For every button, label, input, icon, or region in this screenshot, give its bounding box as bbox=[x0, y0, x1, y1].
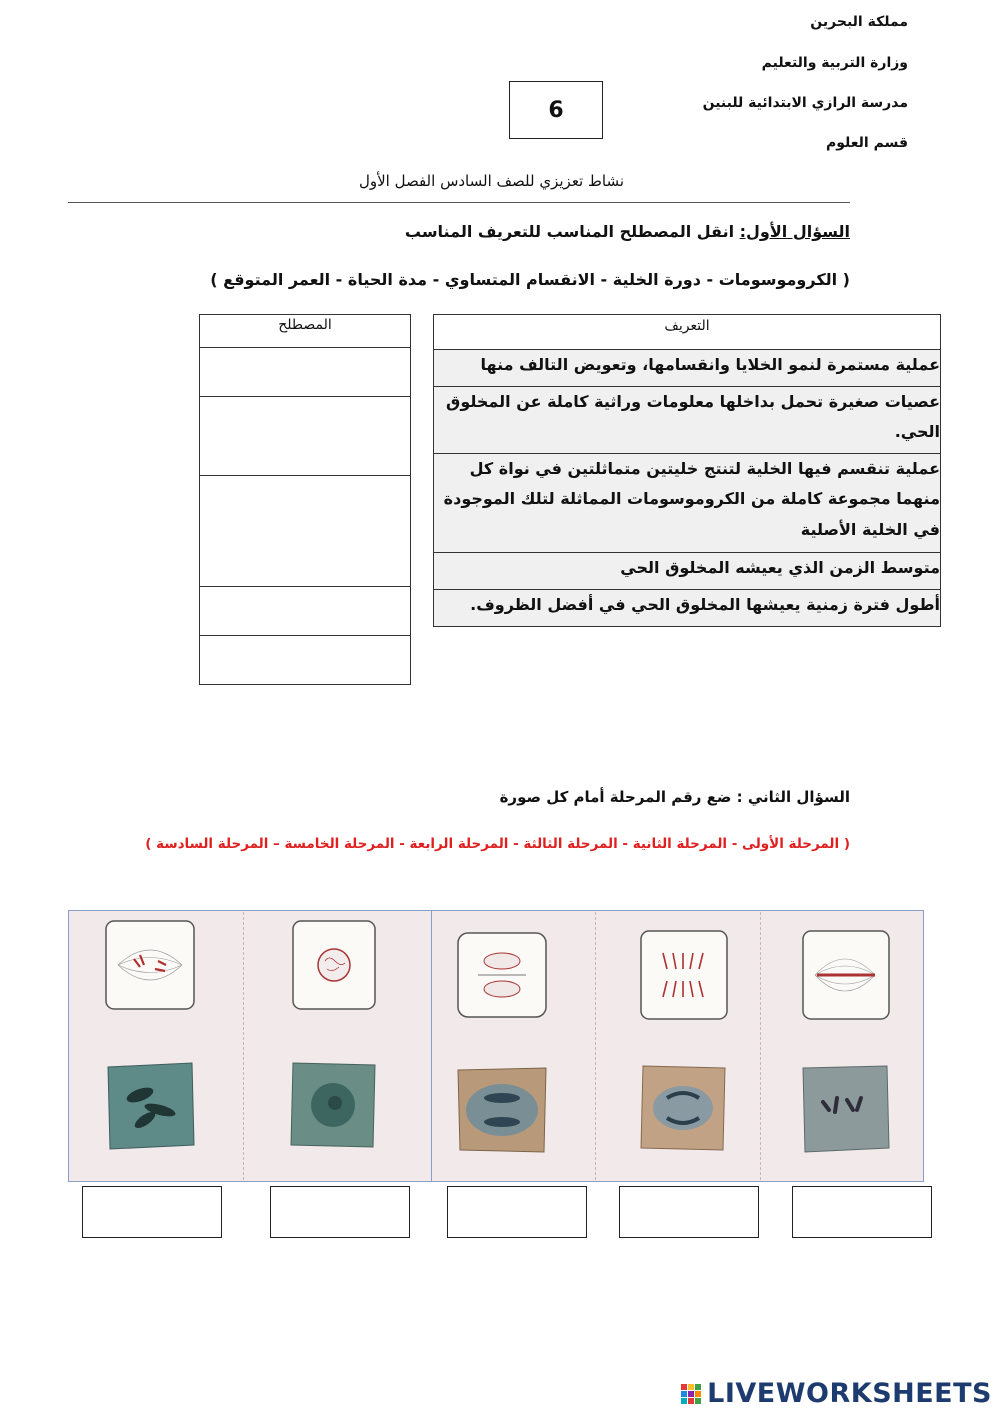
mitosis-micrograph-image bbox=[452, 1060, 552, 1160]
definition-header: التعريف bbox=[434, 315, 941, 350]
mitosis-drawing-image bbox=[795, 925, 895, 1025]
definition-cell: عملية تنقسم فيها الخلية لتنتج خليتين متماثلتين في نواة كل منهما مجموعة كاملة من الكروموسومات المماثلة لتلك الموجودة في الخلية الأصلية bbox=[434, 454, 941, 553]
header-kingdom: مملكة البحرين bbox=[810, 14, 908, 30]
stage-answer-box[interactable] bbox=[270, 1186, 410, 1238]
term-answer-cell[interactable] bbox=[200, 348, 411, 397]
mitosis-micrograph-image bbox=[100, 1055, 200, 1155]
terms-table bbox=[199, 314, 411, 685]
worksheet-subtitle: نشاط تعزيزي للصف السادس الفصل الأول bbox=[358, 172, 624, 190]
term-answer-cell[interactable] bbox=[200, 636, 411, 685]
q1-instruction: انقل المصطلح المناسب للتعريف المناسب bbox=[404, 222, 740, 241]
mitosis-micrograph-image bbox=[795, 1058, 895, 1158]
definition-cell: أطول فترة زمنية يعيشها المخلوق الحي في أفضل الظروف. bbox=[434, 590, 941, 627]
stage-answer-box[interactable] bbox=[619, 1186, 759, 1238]
term-answer-cell[interactable] bbox=[200, 476, 411, 587]
stage-answer-box[interactable] bbox=[447, 1186, 587, 1238]
divider bbox=[68, 202, 850, 203]
mitosis-micrograph-image bbox=[633, 1058, 733, 1158]
term-header: المصطلح bbox=[200, 315, 411, 348]
definition-cell: متوسط الزمن الذي يعيشه المخلوق الحي bbox=[434, 553, 941, 590]
grade-box: 6 bbox=[509, 81, 603, 139]
liveworksheets-footer bbox=[681, 1378, 992, 1409]
term-answer-cell[interactable] bbox=[200, 587, 411, 636]
mitosis-drawing-image bbox=[452, 925, 552, 1025]
q2-stage-bank: ( المرحلة الأولى - المرحلة الثانية - المرحلة الثالثة - المرحلة الرابعة - المرحلة الخامسة – المرحلة السادسة ) bbox=[145, 836, 850, 852]
mitosis-drawing-image bbox=[633, 925, 733, 1025]
header-school: مدرسة الرازي الابتدائية للبنين bbox=[702, 95, 908, 111]
header-ministry: وزارة التربية والتعليم bbox=[761, 55, 908, 71]
liveworksheets-logo-icon bbox=[681, 1384, 701, 1404]
q1-title bbox=[405, 222, 850, 241]
stage-answer-box[interactable] bbox=[82, 1186, 222, 1238]
term-answer-cell[interactable] bbox=[200, 397, 411, 476]
mitosis-micrograph-image bbox=[283, 1055, 383, 1155]
panel-divider bbox=[760, 912, 761, 1180]
header-department: قسم العلوم bbox=[826, 135, 908, 151]
q2-instruction: السؤال الثاني : ضع رقم المرحلة أمام كل صورة bbox=[499, 788, 850, 806]
q1-label: السؤال الأول: bbox=[739, 222, 850, 241]
mitosis-drawing-image bbox=[283, 915, 383, 1015]
stage-answer-box[interactable] bbox=[792, 1186, 932, 1238]
definition-cell: عملية مستمرة لنمو الخلايا وانقسامها، وتعويض التالف منها bbox=[434, 350, 941, 387]
q1-word-bank: ( الكروموسومات - دورة الخلية - الانقسام المتساوي - مدة الحياة - العمر المتوقع ) bbox=[210, 270, 850, 289]
panel-divider bbox=[243, 912, 244, 1180]
definition-cell: عصيات صغيرة تحمل بداخلها معلومات وراثية كاملة عن المخلوق الحي. bbox=[434, 387, 941, 454]
mitosis-drawing-image bbox=[100, 915, 200, 1015]
liveworksheets-brand: LIVEWORKSHEETS bbox=[707, 1378, 992, 1409]
definitions-table bbox=[433, 314, 941, 627]
panel-divider bbox=[595, 912, 596, 1180]
